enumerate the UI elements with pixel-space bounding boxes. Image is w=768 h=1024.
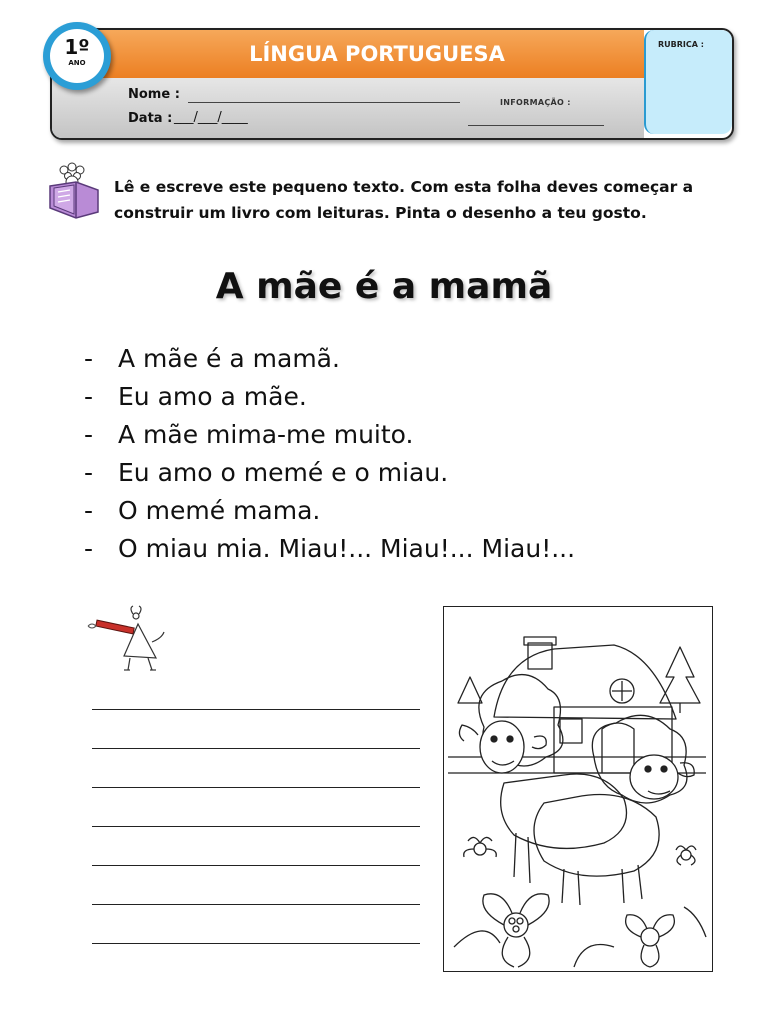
writing-line[interactable] xyxy=(92,865,420,866)
line-dash: - xyxy=(84,344,94,373)
line-dash: - xyxy=(84,382,94,411)
story-line xyxy=(84,416,575,454)
info-label: INFORMAÇÃO : xyxy=(500,98,571,107)
line-dash: - xyxy=(84,496,94,525)
date-field[interactable]: ___/___/____ xyxy=(174,110,248,125)
story-line xyxy=(84,378,575,416)
writing-line[interactable] xyxy=(92,943,420,944)
story-title: A mãe é a mamã xyxy=(215,266,553,307)
rubrica-label: RUBRICA : xyxy=(658,40,704,49)
story-line-text: Eu amo a mãe. xyxy=(118,382,307,411)
grade-badge xyxy=(43,22,111,90)
story-line-text: O memé mama. xyxy=(118,496,321,525)
worksheet-header xyxy=(50,28,734,140)
writing-line[interactable] xyxy=(92,904,420,905)
grade-number: 1º xyxy=(64,35,90,59)
instruction-text: Lê e escreve este pequeno texto. Com esta folha deves começar a construir um livro com leituras. Pinta o desenho a teu gosto. xyxy=(114,178,694,222)
pencil-character-icon xyxy=(86,604,176,676)
writing-line[interactable] xyxy=(92,748,420,749)
writing-line[interactable] xyxy=(92,709,420,710)
story-line xyxy=(84,340,575,378)
rubrica-box[interactable] xyxy=(644,30,732,134)
name-field[interactable] xyxy=(188,102,460,103)
story-lines xyxy=(84,340,575,568)
story-line-text: A mãe mima-me muito. xyxy=(118,420,414,449)
coloring-picture[interactable] xyxy=(443,606,713,972)
writing-line[interactable] xyxy=(92,826,420,827)
story-line-text: Eu amo o memé e o miau. xyxy=(118,458,449,487)
story-line xyxy=(84,454,575,492)
grade-label: ANO xyxy=(68,59,86,67)
line-dash: - xyxy=(84,458,94,487)
story-line-text: A mãe é a mamã. xyxy=(118,344,340,373)
line-dash: - xyxy=(84,420,94,449)
sheep-house-coloring-picture xyxy=(444,607,712,971)
info-field[interactable] xyxy=(468,125,604,126)
date-label: Data : xyxy=(128,111,173,126)
story-line xyxy=(84,530,575,568)
line-dash: - xyxy=(84,534,94,563)
story-line-text: O miau mia. Miau!... Miau!... Miau!... xyxy=(118,534,576,563)
subject-title: LÍNGUA PORTUGUESA xyxy=(249,42,505,66)
story-line xyxy=(84,492,575,530)
name-label: Nome : xyxy=(128,87,180,102)
book-reader-icon xyxy=(46,160,102,220)
writing-line[interactable] xyxy=(92,787,420,788)
